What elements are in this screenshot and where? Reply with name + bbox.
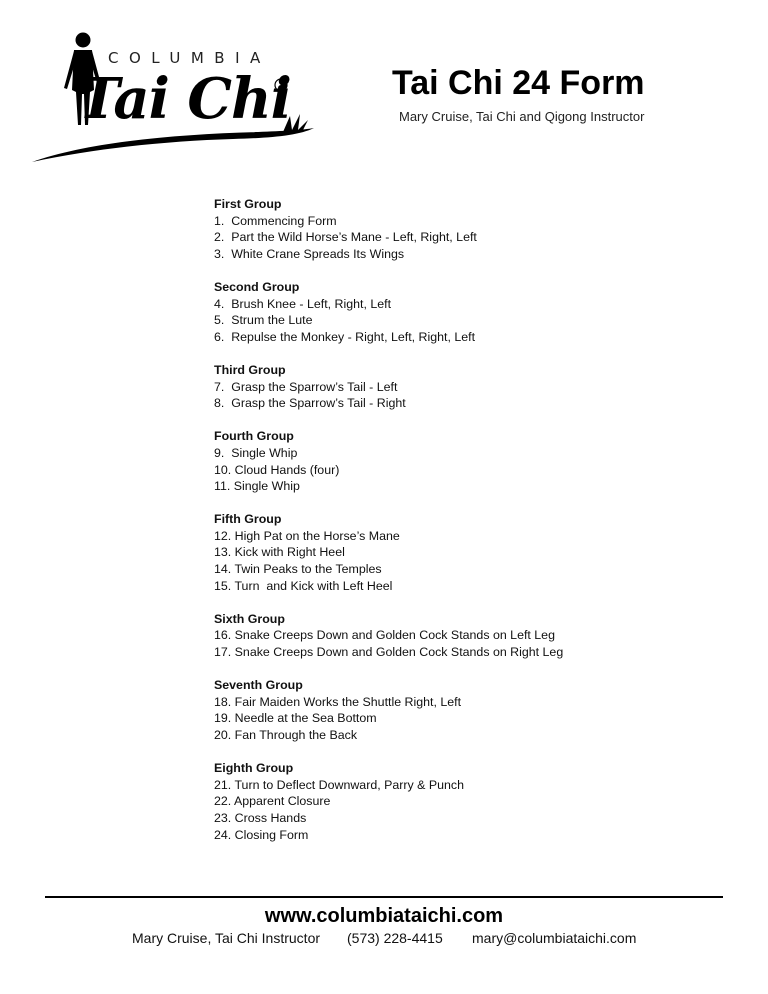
form-item: 24. Closing Form — [214, 827, 309, 842]
form-group — [214, 677, 563, 743]
form-item: 13. Kick with Right Heel — [214, 545, 345, 560]
form-item: 3. White Crane Spreads Its Wings — [214, 246, 405, 261]
group-title: Fourth Group — [214, 429, 294, 444]
group-title: Seventh Group — [214, 678, 303, 693]
page-title: Tai Chi 24 Form — [392, 64, 645, 102]
form-item: 21. Turn to Deflect Downward, Parry & Punch — [214, 777, 464, 792]
form-item: 5. Strum the Lute — [214, 313, 313, 328]
form-item: 4. Brush Knee - Left, Right, Left — [214, 296, 392, 311]
logo-columbia-text: COLUMBIA — [108, 49, 271, 67]
footer-website[interactable]: www.columbiataichi.com — [264, 905, 504, 927]
form-item: 2. Part the Wild Horse’s Mane - Left, Right, Left — [214, 230, 477, 245]
footer-divider — [45, 896, 723, 898]
form-item: 9. Single Whip — [214, 445, 298, 460]
form-group — [214, 611, 563, 661]
footer-email[interactable]: mary@columbiataichi.com — [472, 930, 637, 946]
form-item: 16. Snake Creeps Down and Golden Cock Stands on Left Leg — [214, 628, 555, 643]
footer-instructor-name: Mary Cruise, Tai Chi Instructor — [132, 930, 321, 946]
form-item: 14. Twin Peaks to the Temples — [214, 562, 382, 577]
group-title: Eighth Group — [214, 761, 294, 776]
form-group — [214, 279, 563, 345]
logo-taichi-text: Tai Chi — [78, 66, 291, 132]
form-item: 7. Grasp the Sparrow’s Tail - Left — [214, 379, 398, 394]
group-title: First Group — [214, 197, 282, 211]
group-title: Second Group — [214, 279, 300, 294]
form-item: 22. Apparent Closure — [214, 794, 331, 809]
form-item: 11. Single Whip — [214, 479, 300, 494]
form-group — [214, 362, 563, 412]
form-group — [214, 196, 563, 262]
form-group — [214, 511, 563, 594]
form-item: 1. Commencing Form — [214, 213, 337, 228]
form-item: 23. Cross Hands — [214, 810, 307, 825]
footer-phone: (573) 228-4415 — [347, 930, 443, 946]
group-title: Fifth Group — [214, 512, 282, 527]
page-subtitle: Mary Cruise, Tai Chi and Qigong Instructor — [399, 109, 645, 124]
form-item: 6. Repulse the Monkey - Right, Left, Right, Left — [214, 329, 476, 344]
group-title: Third Group — [214, 362, 286, 377]
form-item: 10. Cloud Hands (four) — [214, 462, 340, 477]
form-group — [214, 428, 563, 494]
form-item: 12. High Pat on the Horse’s Mane — [214, 528, 400, 543]
form-item: 15. Turn and Kick with Left Heel — [214, 578, 393, 593]
form-group — [214, 760, 563, 843]
form-item: 8. Grasp the Sparrow’s Tail - Right — [214, 396, 406, 411]
group-title: Sixth Group — [214, 611, 285, 626]
form-item: 18. Fair Maiden Works the Shuttle Right, Left — [214, 694, 462, 709]
form-item: 17. Snake Creeps Down and Golden Cock Stands on Right Leg — [214, 645, 564, 660]
form-item: 20. Fan Through the Back — [214, 728, 358, 742]
form-groups-list — [214, 196, 563, 860]
form-item: 19. Needle at the Sea Bottom — [214, 711, 377, 726]
